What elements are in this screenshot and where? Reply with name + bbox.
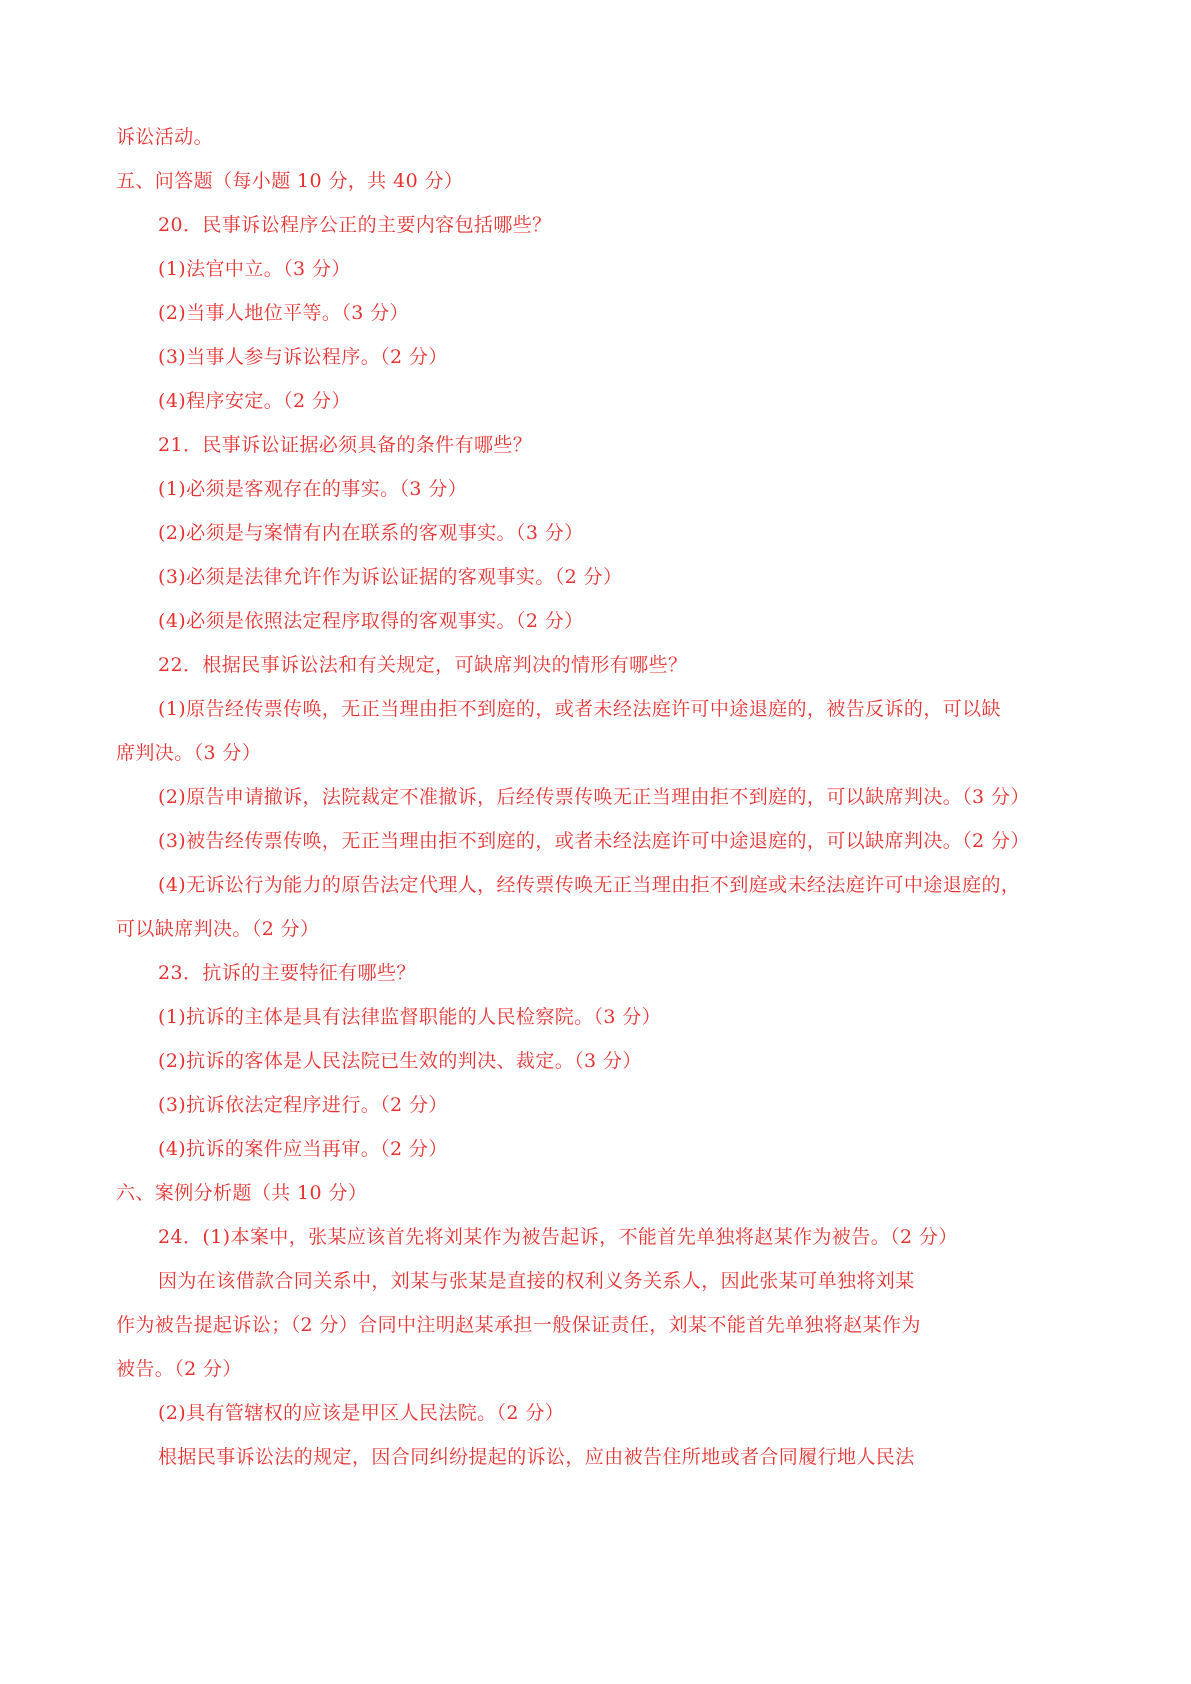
question-line: 21．民事诉讼证据必须具备的条件有哪些？ — [158, 434, 533, 456]
answer-line: (2)必须是与案情有内在联系的客观事实。（3 分） — [158, 522, 584, 544]
answer-line-continued: 席判决。（3 分） — [116, 742, 262, 764]
answer-line: (3)抗诉依法定程序进行。（2 分） — [158, 1094, 448, 1116]
question-line: 23．抗诉的主要特征有哪些？ — [158, 962, 416, 984]
question-line: 22．根据民事诉讼法和有关规定，可缺席判决的情形有哪些？ — [158, 654, 688, 676]
answer-line-continued: 作为被告提起诉讼；（2 分）合同中注明赵某承担一般保证责任，刘某不能首先单独将赵某作为 — [116, 1314, 921, 1336]
section-heading: 六、案例分析题（共 10 分） — [116, 1182, 368, 1204]
answer-line: 24．(1)本案中，张某应该首先将刘某作为被告起诉，不能首先单独将赵某作为被告。（2 分） — [158, 1226, 958, 1248]
answer-line: (1)原告经传票传唤，无正当理由拒不到庭的，或者未经法庭许可中途退庭的，被告反诉的，可以缺 — [158, 698, 1001, 720]
answer-line-continued: 可以缺席判决。（2 分） — [116, 918, 320, 940]
answer-line: (3)必须是法律允许作为诉讼证据的客观事实。（2 分） — [158, 566, 623, 588]
answer-line: (4)抗诉的案件应当再审。（2 分） — [158, 1138, 448, 1160]
answer-line: (3)当事人参与诉讼程序。（2 分） — [158, 346, 448, 368]
answer-line: (2)抗诉的客体是人民法院已生效的判决、裁定。（3 分） — [158, 1050, 642, 1072]
answer-line: 根据民事诉讼法的规定，因合同纠纷提起的诉讼，应由被告住所地或者合同履行地人民法 — [158, 1446, 915, 1468]
answer-line: (1)法官中立。（3 分） — [158, 258, 351, 280]
answer-line: (2)当事人地位平等。（3 分） — [158, 302, 409, 324]
answer-line: (2)具有管辖权的应该是甲区人民法院。（2 分） — [158, 1402, 565, 1424]
answer-line: (1)必须是客观存在的事实。（3 分） — [158, 478, 468, 500]
answer-line: (2)原告申请撤诉，法院裁定不准撤诉，后经传票传唤无正当理由拒不到庭的，可以缺席判决。（3 分） — [158, 786, 1030, 808]
answer-line-continued: 被告。（2 分） — [116, 1358, 242, 1380]
question-line: 20．民事诉讼程序公正的主要内容包括哪些？ — [158, 214, 552, 236]
answer-line: (4)必须是依照法定程序取得的客观事实。（2 分） — [158, 610, 584, 632]
answer-line: (4)无诉讼行为能力的原告法定代理人，经传票传唤无正当理由拒不到庭或未经法庭许可中途退庭的， — [158, 874, 1021, 896]
answer-line: (1)抗诉的主体是具有法律监督职能的人民检察院。（3 分） — [158, 1006, 662, 1028]
text-line: 诉讼活动。 — [116, 126, 214, 148]
answer-line: (4)程序安定。（2 分） — [158, 390, 351, 412]
answer-line: (3)被告经传票传唤，无正当理由拒不到庭的，或者未经法庭许可中途退庭的，可以缺席判决。（2 分） — [158, 830, 1030, 852]
section-heading: 五、问答题（每小题 10 分，共 40 分） — [116, 170, 464, 192]
answer-line: 因为在该借款合同关系中，刘某与张某是直接的权利义务关系人，因此张某可单独将刘某 — [158, 1270, 915, 1292]
